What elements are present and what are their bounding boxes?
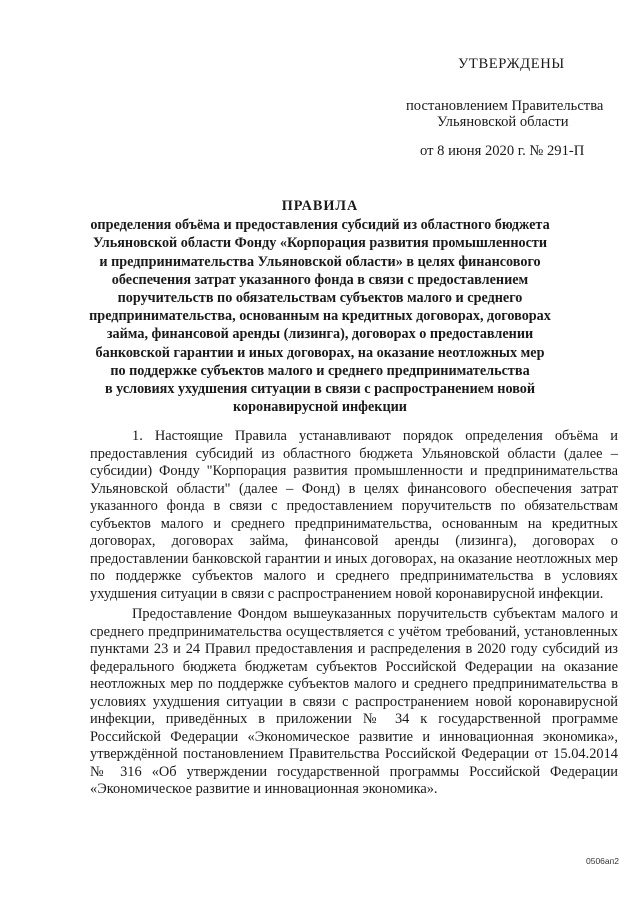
document-body — [90, 428, 618, 799]
heading-line: займа, финансовой аренды (лизинга), договорах о предоставлении — [106, 326, 534, 343]
approval-line-resolution: постановлением Правительства — [406, 98, 604, 114]
heading-line: коронавирусной инфекции — [233, 399, 407, 416]
rules-heading — [84, 197, 556, 416]
heading-line: по поддержке субъектов малого и среднего предпринимательства — [110, 362, 530, 379]
heading-line: определения объёма и предоставления субсидий из областного бюджета — [90, 217, 550, 234]
approval-line-date: от 8 июня 2020 г. № 291-П — [420, 143, 585, 159]
heading-line: банковской гарантии и иных договорах, на оказание неотложных мер — [95, 344, 545, 361]
heading-line: поручительств по обязательствам субъектов малого и среднего — [117, 290, 523, 307]
heading-line: Ульяновской области Фонду «Корпорация развития промышленности — [92, 235, 548, 252]
approval-line-region: Ульяновской области — [437, 114, 569, 130]
heading-line: и предпринимательства Ульяновской области» в целях финансового — [99, 253, 541, 270]
heading-line: в условиях ухудшения ситуации в связи с распространением новой — [104, 381, 536, 398]
paragraph-2: Предоставление Фондом вышеуказанных поручительств субъектам малого и среднего предпринимательства осуществляется с учётом требований, установленных пунктами 23 и 24 Правил предоставления и распределения в 2020 году субсидий из федерального бюджета бюджетам субъектов Российской Федерации на оказание неотложных мер по поддержке субъектов малого и среднего предпринимательства в условиях ухудшения ситуации в связи с распространением новой коронавирусной инфекции, приведённых в приложении № 34 к государственной программе Российской Федерации «Экономическое развитие и инновационная экономика», утверждённой постановлением Правительства Российской Федерации от 15.04.2014 № 316 «Об утверждении государственной программы Российской Федерации «Экономическое развитие и инновационная экономика». — [90, 606, 618, 797]
approval-title: УТВЕРЖДЕНЫ — [458, 56, 565, 72]
heading-line: предпринимательства, основанным на кредитных договорах, договорах — [89, 308, 551, 325]
paragraph-1: 1. Настоящие Правила устанавливают порядок определения объёма и предоставления субсидий из областного бюджета Ульяновской области (далее – субсидии) Фонду "Корпорация развития промышленности и предпринимательства Ульяновской области" (далее – Фонд) в целях финансового обеспечения затрат указанного фонда в связи с предоставлением поручительств по обязательствам субъектов малого и среднего предпринимательства, основанным на кредитных договорах, договорах займа, финансовой аренды (лизинга), договорах о предоставлении банковской гарантии и иных договорах, на оказание неотложных мер по поддержке субъектов малого и среднего предпринимательства в условиях ухудшения ситуации в связи с распространением новой коронавирусной инфекции. — [90, 428, 618, 602]
heading-line: обеспечения затрат указанного фонда в связи с предоставлением — [111, 271, 529, 288]
rules-title: ПРАВИЛА — [281, 198, 359, 214]
document-code: 0506ап2 — [586, 856, 619, 866]
